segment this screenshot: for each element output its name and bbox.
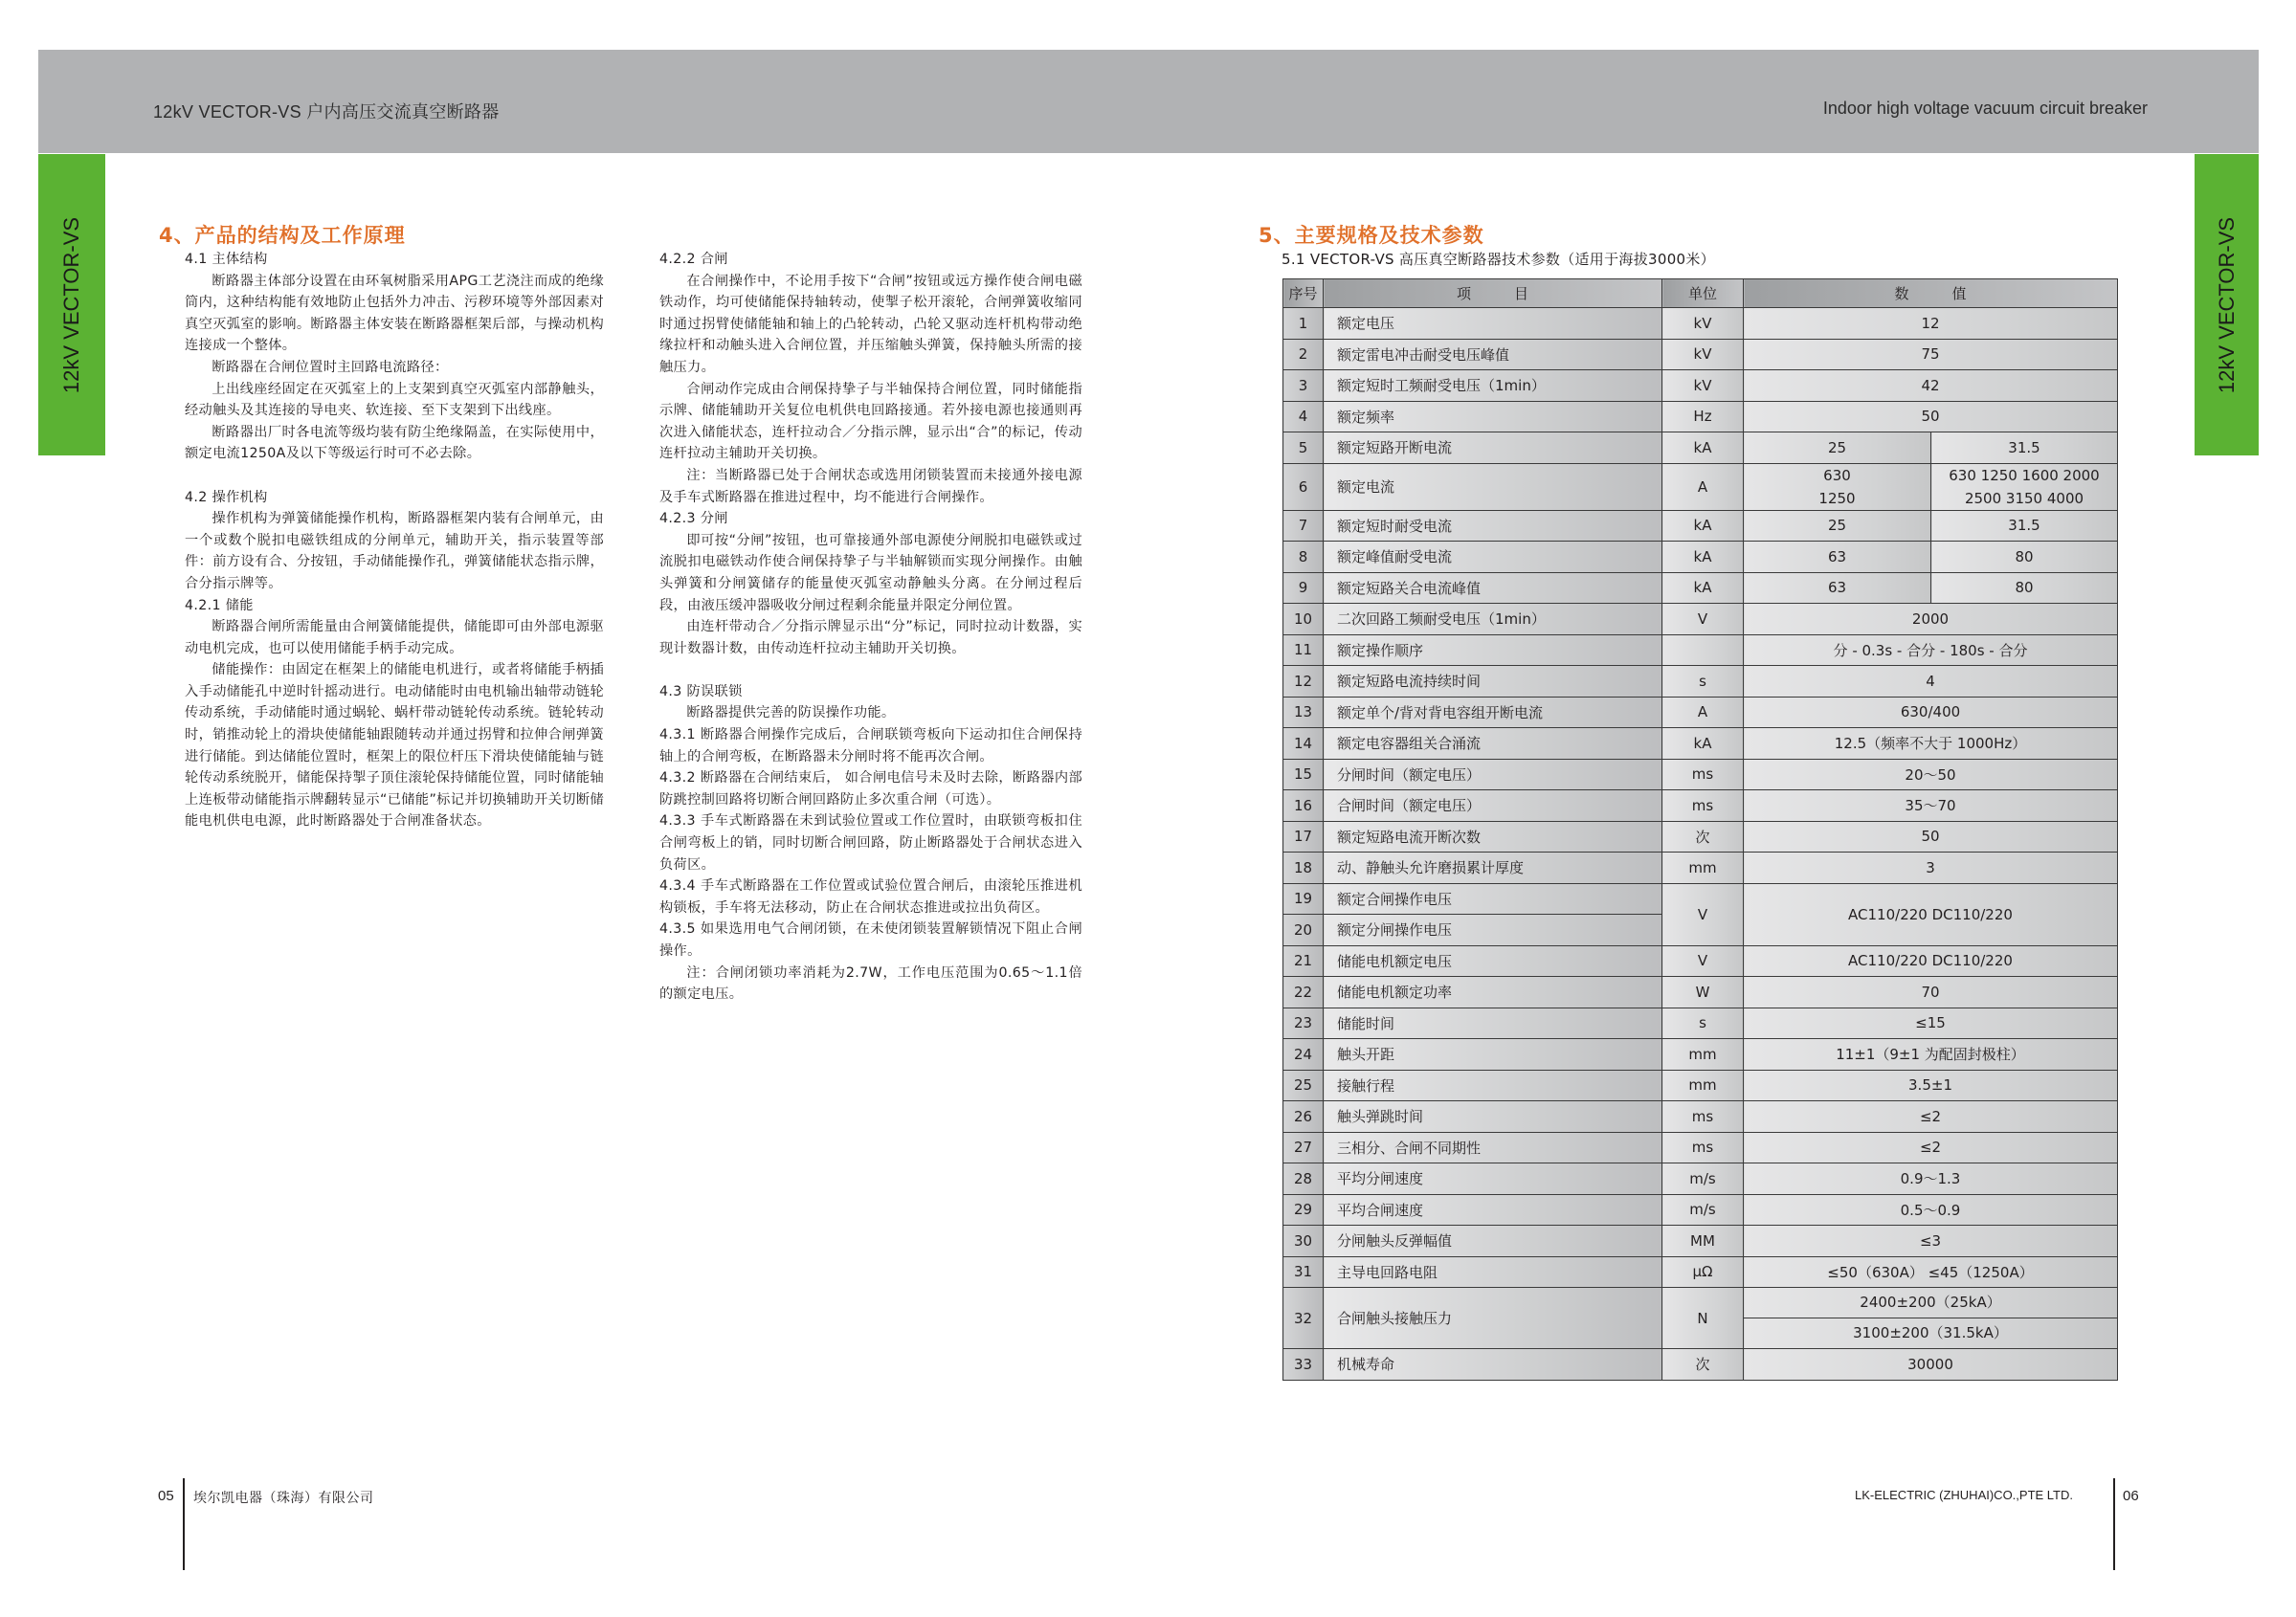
row-item: 额定电压	[1324, 308, 1662, 340]
spec-row	[1283, 542, 2118, 573]
row-unit: s	[1662, 666, 1744, 698]
row-item: 额定分闸操作电压	[1324, 915, 1662, 946]
spec-row	[1283, 977, 2118, 1008]
spec-row	[1283, 510, 2118, 542]
row-number: 31	[1283, 1256, 1324, 1288]
row-value: 12	[1744, 308, 2118, 340]
row-value-25ka	[1744, 463, 1931, 510]
section5-title: 5、主要规格及技术参数	[1259, 224, 1484, 247]
row-value: 70	[1744, 977, 2118, 1008]
row-value: 3.5±1	[1744, 1070, 2118, 1101]
row-number: 24	[1283, 1039, 1324, 1071]
footer-right-company: LK-ELECTRIC (ZHUHAI)CO.,PTE LTD.	[1855, 1488, 2074, 1502]
row-value: 3	[1744, 853, 2118, 884]
row-value: 50	[1744, 821, 2118, 853]
row-item: 触头弹跳时间	[1324, 1101, 1662, 1133]
header-unit: 单位	[1662, 279, 1744, 308]
spec-row	[1283, 1101, 2118, 1133]
side-tab-right-label: 12kV VECTOR-VS	[2214, 216, 2239, 393]
row-unit: kA	[1662, 432, 1744, 464]
spec-row	[1283, 634, 2118, 666]
spec-row	[1283, 339, 2118, 370]
paragraph: 4.3.2 断路器在合闸结束后， 如合闸电信号未及时去除，断路器内部防跳控制回路将切断合闸回路防止多次重合闸（可选）。	[659, 770, 1082, 808]
spec-row	[1283, 463, 2118, 510]
row-number: 33	[1283, 1349, 1324, 1381]
side-tab-left	[38, 154, 105, 455]
subsection-heading: 4.2.1 储能	[185, 597, 254, 613]
spec-row	[1283, 1163, 2118, 1195]
row-number: 22	[1283, 977, 1324, 1008]
row-item: 额定峰值耐受电流	[1324, 542, 1662, 573]
spec-row	[1283, 432, 2118, 464]
value-line: 1250	[1818, 489, 1856, 507]
row-value: ≤2	[1744, 1101, 2118, 1133]
row-unit: Hz	[1662, 401, 1744, 432]
row-number: 17	[1283, 821, 1324, 853]
row-number: 32	[1283, 1288, 1324, 1349]
row-number: 1	[1283, 308, 1324, 340]
row-value-31-5ka: 31.5	[1931, 510, 2118, 542]
subsection-heading: 4.2 操作机构	[185, 489, 268, 505]
row-value-25ka: 63	[1744, 572, 1931, 604]
row-unit: A	[1662, 697, 1744, 728]
row-item: 合闸触头接触压力	[1324, 1288, 1662, 1349]
row-unit: A	[1662, 463, 1744, 510]
row-value-25ka: 25	[1744, 510, 1931, 542]
footer-right-page-number: 06	[2123, 1488, 2139, 1504]
row-value-31-5ka: 31.5	[1931, 432, 2118, 464]
row-value: 35～70	[1744, 790, 2118, 822]
row-number: 29	[1283, 1194, 1324, 1226]
row-number: 27	[1283, 1132, 1324, 1163]
paragraph: 操作机构为弹簧储能操作机构，断路器框架内装有合闸单元，由一个或数个脱扣电磁铁组成的分闸单元，辅助开关，指示装置等部件：前方设有合、分按钮，手动储能操作孔，弹簧储能状态指示牌，合分指示牌等。	[185, 511, 604, 591]
row-unit: kV	[1662, 370, 1744, 402]
row-unit: m/s	[1662, 1194, 1744, 1226]
paragraph-spacer	[185, 465, 604, 487]
row-number: 30	[1283, 1226, 1324, 1257]
spec-row	[1283, 308, 2118, 340]
row-unit: mm	[1662, 1039, 1744, 1071]
row-item: 机械寿命	[1324, 1349, 1662, 1381]
row-number: 16	[1283, 790, 1324, 822]
paragraph: 断路器合闸所需能量由合闸簧储能提供，储能即可由外部电源驱动电机完成，也可以使用储能手柄手动完成。	[185, 619, 604, 656]
row-item: 合闸时间（额定电压）	[1324, 790, 1662, 822]
paragraph: 储能操作：由固定在框架上的储能电机进行，或者将储能手柄插入手动储能孔中逆时针摇动进行。电动储能时由电机输出轴带动链轮传动系统，手动储能时通过蜗轮、蜗杆带动链轮传动系统。链轮转动时，销推动轮上的滑块使储能轴跟随转动并通过拐臂和拉伸合闸弹簧进行储能。到达储能位置时，框架上的限位杆压下滑块使储能轴与链轮传动系统脱开，储能保持掣子顶住滚轮保持储能位置，同时储能轴上连板带动储能指示牌翻转显示“已储能”标记并切换辅助开关切断储能电机供电电源，此时断路器处于合闸准备状态。	[185, 662, 604, 830]
row-number: 5	[1283, 432, 1324, 464]
spec-table	[1282, 278, 2118, 1381]
row-item: 储能电机额定电压	[1324, 945, 1662, 977]
row-number: 8	[1283, 542, 1324, 573]
row-item: 额定短路开断电流	[1324, 432, 1662, 464]
row-value: 2000	[1744, 604, 2118, 635]
spec-row	[1283, 1008, 2118, 1039]
row-number: 6	[1283, 463, 1324, 510]
row-value: 42	[1744, 370, 2118, 402]
paragraph: 合闸动作完成由合闸保持挚子与半轴保持合闸位置，同时储能指示牌、储能辅助开关复位电机供电回路接通。若外接电源也接通则再次进入储能状态，连杆拉动合／分指示牌，显示出“合”的标记，传动连杆拉动主辅助开关切换。	[659, 381, 1082, 462]
row-number: 25	[1283, 1070, 1324, 1101]
paragraph: 在合闸操作中，不论用手按下“合闸”按钮或远方操作使合闸电磁铁动作，均可使储能保持轴转动，使掣子松开滚轮，合闸弹簧收缩同时通过拐臂使储能轴和轴上的凸轮转动，凸轮又驱动连杆机构带动绝缘拉杆和动触头进入合闸位置，并压缩触头弹簧，保持触头所需的接触压力。	[659, 273, 1082, 375]
row-value: AC110/220 DC110/220	[1744, 883, 2118, 945]
row-value: 50	[1744, 401, 2118, 432]
row-item: 储能电机额定功率	[1324, 977, 1662, 1008]
row-number: 9	[1283, 572, 1324, 604]
spec-row	[1283, 945, 2118, 977]
paragraph: 4.3.5 如果选用电气合闸闭锁，在未使闭锁装置解锁情况下阻止合闸操作。	[659, 921, 1082, 959]
row-item: 额定短时耐受电流	[1324, 510, 1662, 542]
row-item: 平均分闸速度	[1324, 1163, 1662, 1195]
spec-row	[1283, 1288, 2118, 1349]
value-line: 630	[1823, 466, 1851, 484]
row-number: 10	[1283, 604, 1324, 635]
row-unit: V	[1662, 883, 1744, 945]
row-unit: mm	[1662, 1070, 1744, 1101]
row-value-25ka: 25	[1744, 432, 1931, 464]
header-item: 项 目	[1324, 279, 1662, 308]
spec-row	[1283, 1256, 2118, 1288]
row-number: 15	[1283, 759, 1324, 790]
row-value: 0.9～1.3	[1744, 1163, 2118, 1195]
row-value: 分 - 0.3s - 合分 - 180s - 合分	[1744, 634, 2118, 666]
paragraph: 4.3.3 手车式断路器在未到试验位置或工作位置时，由联锁弯板扣住合闸弯板上的销，同时切断合闸回路，防止断路器处于合闸状态进入负荷区。	[659, 813, 1082, 873]
row-unit: ms	[1662, 790, 1744, 822]
row-unit: 次	[1662, 1349, 1744, 1381]
row-unit: kV	[1662, 308, 1744, 340]
spec-row	[1283, 883, 2118, 915]
row-unit: MM	[1662, 1226, 1744, 1257]
row-number: 3	[1283, 370, 1324, 402]
row-item: 平均合闸速度	[1324, 1194, 1662, 1226]
header-left-title: 12kV VECTOR-VS 户内高压交流真空断路器	[153, 102, 500, 122]
row-unit: kV	[1662, 339, 1744, 370]
row-unit: kA	[1662, 510, 1744, 542]
row-value-31-5ka	[1931, 463, 2118, 510]
row-value: AC110/220 DC110/220	[1744, 945, 2118, 977]
footer-left-rule	[183, 1478, 185, 1570]
row-item: 额定短路关合电流峰值	[1324, 572, 1662, 604]
footer-left-page-number: 05	[158, 1488, 174, 1504]
header-right-title: Indoor high voltage vacuum circuit breaker	[1822, 99, 2148, 118]
subsection-heading: 4.2.2 合闸	[659, 252, 728, 267]
row-item: 接触行程	[1324, 1070, 1662, 1101]
paragraph: 注：当断路器已处于合闸状态或选用闭锁装置而未接通外接电源及手车式断路器在推进过程中，均不能进行合闸操作。	[659, 467, 1082, 505]
paragraph: 4.3.1 断路器合闸操作完成后，合闸联锁弯板向下运动扣住合闸保持轴上的合闸弯板，在断路器未分闸时将不能再次合闸。	[659, 727, 1082, 764]
spec-row	[1283, 1194, 2118, 1226]
row-value-31-5ka: 80	[1931, 542, 2118, 573]
row-unit: V	[1662, 945, 1744, 977]
value-line: 2500 3150 4000	[1964, 489, 2084, 507]
row-unit: kA	[1662, 542, 1744, 573]
row-item: 额定短路电流持续时间	[1324, 666, 1662, 698]
spec-row	[1283, 697, 2118, 728]
row-item: 主导电回路电阻	[1324, 1256, 1662, 1288]
row-unit: N	[1662, 1288, 1744, 1349]
spec-row	[1283, 1349, 2118, 1381]
header-no: 序号	[1283, 279, 1324, 308]
row-item: 额定短时工频耐受电压（1min）	[1324, 370, 1662, 402]
row-unit: m/s	[1662, 1163, 1744, 1195]
row-unit: W	[1662, 977, 1744, 1008]
spec-row	[1283, 1070, 2118, 1101]
paragraph: 由连杆带动合／分指示牌显示出“分”标记，同时拉动计数器，实现计数器计数，由传动连杆拉动主辅助开关切换。	[659, 619, 1082, 656]
spec-row	[1283, 1226, 2118, 1257]
value-line: 2400±200（25kA）	[1744, 1288, 2117, 1318]
section4-column-2	[659, 249, 1082, 1006]
row-item: 分闸时间（额定电压）	[1324, 759, 1662, 790]
row-unit: V	[1662, 604, 1744, 635]
spec-table-header-row	[1283, 279, 2118, 308]
row-value: ≤3	[1744, 1226, 2118, 1257]
row-item: 动、静触头允许磨损累计厚度	[1324, 853, 1662, 884]
row-unit: ms	[1662, 1101, 1744, 1133]
row-value: 11±1（9±1 为配固封极柱）	[1744, 1039, 2118, 1071]
row-unit: kA	[1662, 728, 1744, 760]
row-item: 额定频率	[1324, 401, 1662, 432]
row-value: ≤15	[1744, 1008, 2118, 1039]
paragraph: 断路器出厂时各电流等级均装有防尘绝缘隔盖，在实际使用中，额定电流1250A及以下等级运行时可不必去除。	[185, 424, 604, 462]
row-number: 7	[1283, 510, 1324, 542]
row-value: 12.5（频率不大于 1000Hz）	[1744, 728, 2118, 760]
row-unit: 次	[1662, 821, 1744, 853]
paragraph: 断路器在合闸位置时主回路电流路径：	[212, 359, 449, 375]
row-value: ≤50（630A） ≤45（1250A）	[1744, 1256, 2118, 1288]
row-value: 30000	[1744, 1349, 2118, 1381]
row-number: 28	[1283, 1163, 1324, 1195]
row-value-31-5ka: 80	[1931, 572, 2118, 604]
spec-row	[1283, 853, 2118, 884]
paragraph-spacer	[659, 659, 1082, 681]
spec-row	[1283, 572, 2118, 604]
spec-row	[1283, 401, 2118, 432]
row-unit	[1662, 634, 1744, 666]
paragraph: 断路器提供完善的防误操作功能。	[686, 705, 896, 721]
paragraph: 上出线座经固定在灭弧室上的上支架到真空灭弧室内部静触头，经动触头及其连接的导电夹、软连接、至下支架到下出线座。	[185, 381, 604, 419]
spec-row	[1283, 728, 2118, 760]
row-unit: mm	[1662, 853, 1744, 884]
side-tab-right	[2195, 154, 2259, 455]
spec-table-caption: 5.1 VECTOR-VS 高压真空断路器技术参数（适用于海拔3000米）	[1282, 251, 1715, 268]
row-unit: ms	[1662, 759, 1744, 790]
section4-title: 4、产品的结构及工作原理	[159, 224, 406, 247]
spec-row	[1283, 790, 2118, 822]
row-number: 19	[1283, 883, 1324, 915]
row-number: 13	[1283, 697, 1324, 728]
row-number: 21	[1283, 945, 1324, 977]
row-number: 20	[1283, 915, 1324, 946]
row-unit: ms	[1662, 1132, 1744, 1163]
row-item: 额定合闸操作电压	[1324, 883, 1662, 915]
row-unit: s	[1662, 1008, 1744, 1039]
value-line: 3100±200（31.5kA）	[1853, 1324, 2008, 1341]
row-value	[1744, 1288, 2118, 1349]
spec-row	[1283, 821, 2118, 853]
spec-row	[1283, 604, 2118, 635]
paragraph: 注：合闸闭锁功率消耗为2.7W，工作电压范围为0.65～1.1倍的额定电压。	[659, 964, 1082, 1003]
section4-column-1	[185, 249, 604, 832]
row-number: 4	[1283, 401, 1324, 432]
footer-right-rule	[2113, 1478, 2115, 1570]
spec-row	[1283, 1039, 2118, 1071]
row-item: 二次回路工频耐受电压（1min）	[1324, 604, 1662, 635]
row-number: 26	[1283, 1101, 1324, 1133]
row-number: 23	[1283, 1008, 1324, 1039]
row-item: 三相分、合闸不同期性	[1324, 1132, 1662, 1163]
row-number: 14	[1283, 728, 1324, 760]
paragraph: 断路器主体部分设置在由环氧树脂采用APG工艺浇注而成的绝缘筒内，这种结构能有效地防止包括外力冲击、污秽环境等外部因素对真空灭弧室的影响。断路器主体安装在断路器框架后部，与操动机构连接成一个整体。	[185, 273, 604, 354]
spec-row	[1283, 370, 2118, 402]
row-value: 630/400	[1744, 697, 2118, 728]
subsection-heading: 4.2.3 分闸	[659, 511, 728, 527]
spec-row	[1283, 666, 2118, 698]
row-item: 额定电流	[1324, 463, 1662, 510]
row-item: 触头开距	[1324, 1039, 1662, 1071]
row-unit: kA	[1662, 572, 1744, 604]
subsection-heading: 4.1 主体结构	[185, 252, 268, 267]
row-item: 额定单个/背对背电容组开断电流	[1324, 697, 1662, 728]
row-item: 额定电容器组关合涌流	[1324, 728, 1662, 760]
row-value: ≤2	[1744, 1132, 2118, 1163]
row-number: 2	[1283, 339, 1324, 370]
value-line: 630 1250 1600 2000	[1949, 466, 2100, 484]
side-tab-left-label: 12kV VECTOR-VS	[59, 216, 83, 393]
row-number: 12	[1283, 666, 1324, 698]
row-item: 额定雷电冲击耐受电压峰值	[1324, 339, 1662, 370]
row-value: 20～50	[1744, 759, 2118, 790]
header-value: 数 值	[1744, 279, 2118, 308]
row-item: 储能时间	[1324, 1008, 1662, 1039]
row-value: 4	[1744, 666, 2118, 698]
paragraph: 4.3.4 手车式断路器在工作位置或试验位置合闸后，由滚轮压推进机构锁板，手车将无法移动，防止在合闸状态推进或拉出负荷区。	[659, 878, 1082, 916]
row-value: 75	[1744, 339, 2118, 370]
row-value-25ka: 63	[1744, 542, 1931, 573]
row-item: 分闸触头反弹幅值	[1324, 1226, 1662, 1257]
paragraph: 即可按“分闸”按钮，也可靠接通外部电源使分闸脱扣电磁铁或过流脱扣电磁铁动作使合闸保持挚子与半轴解锁而实现分闸操作。由触头弹簧和分闸簧储存的能量使灭弧室动静触头分离。在分闸过程后段，由液压缓冲器吸收分闸过程剩余能量并限定分闸位置。	[659, 532, 1082, 613]
footer-left-company: 埃尔凯电器（珠海）有限公司	[193, 1491, 374, 1506]
row-item: 额定短路电流开断次数	[1324, 821, 1662, 853]
row-number: 11	[1283, 634, 1324, 666]
row-number: 18	[1283, 853, 1324, 884]
row-unit: μΩ	[1662, 1256, 1744, 1288]
row-item: 额定操作顺序	[1324, 634, 1662, 666]
spec-row	[1283, 759, 2118, 790]
subsection-heading: 4.3 防误联锁	[659, 683, 743, 699]
row-value: 0.5～0.9	[1744, 1194, 2118, 1226]
spec-row	[1283, 1132, 2118, 1163]
